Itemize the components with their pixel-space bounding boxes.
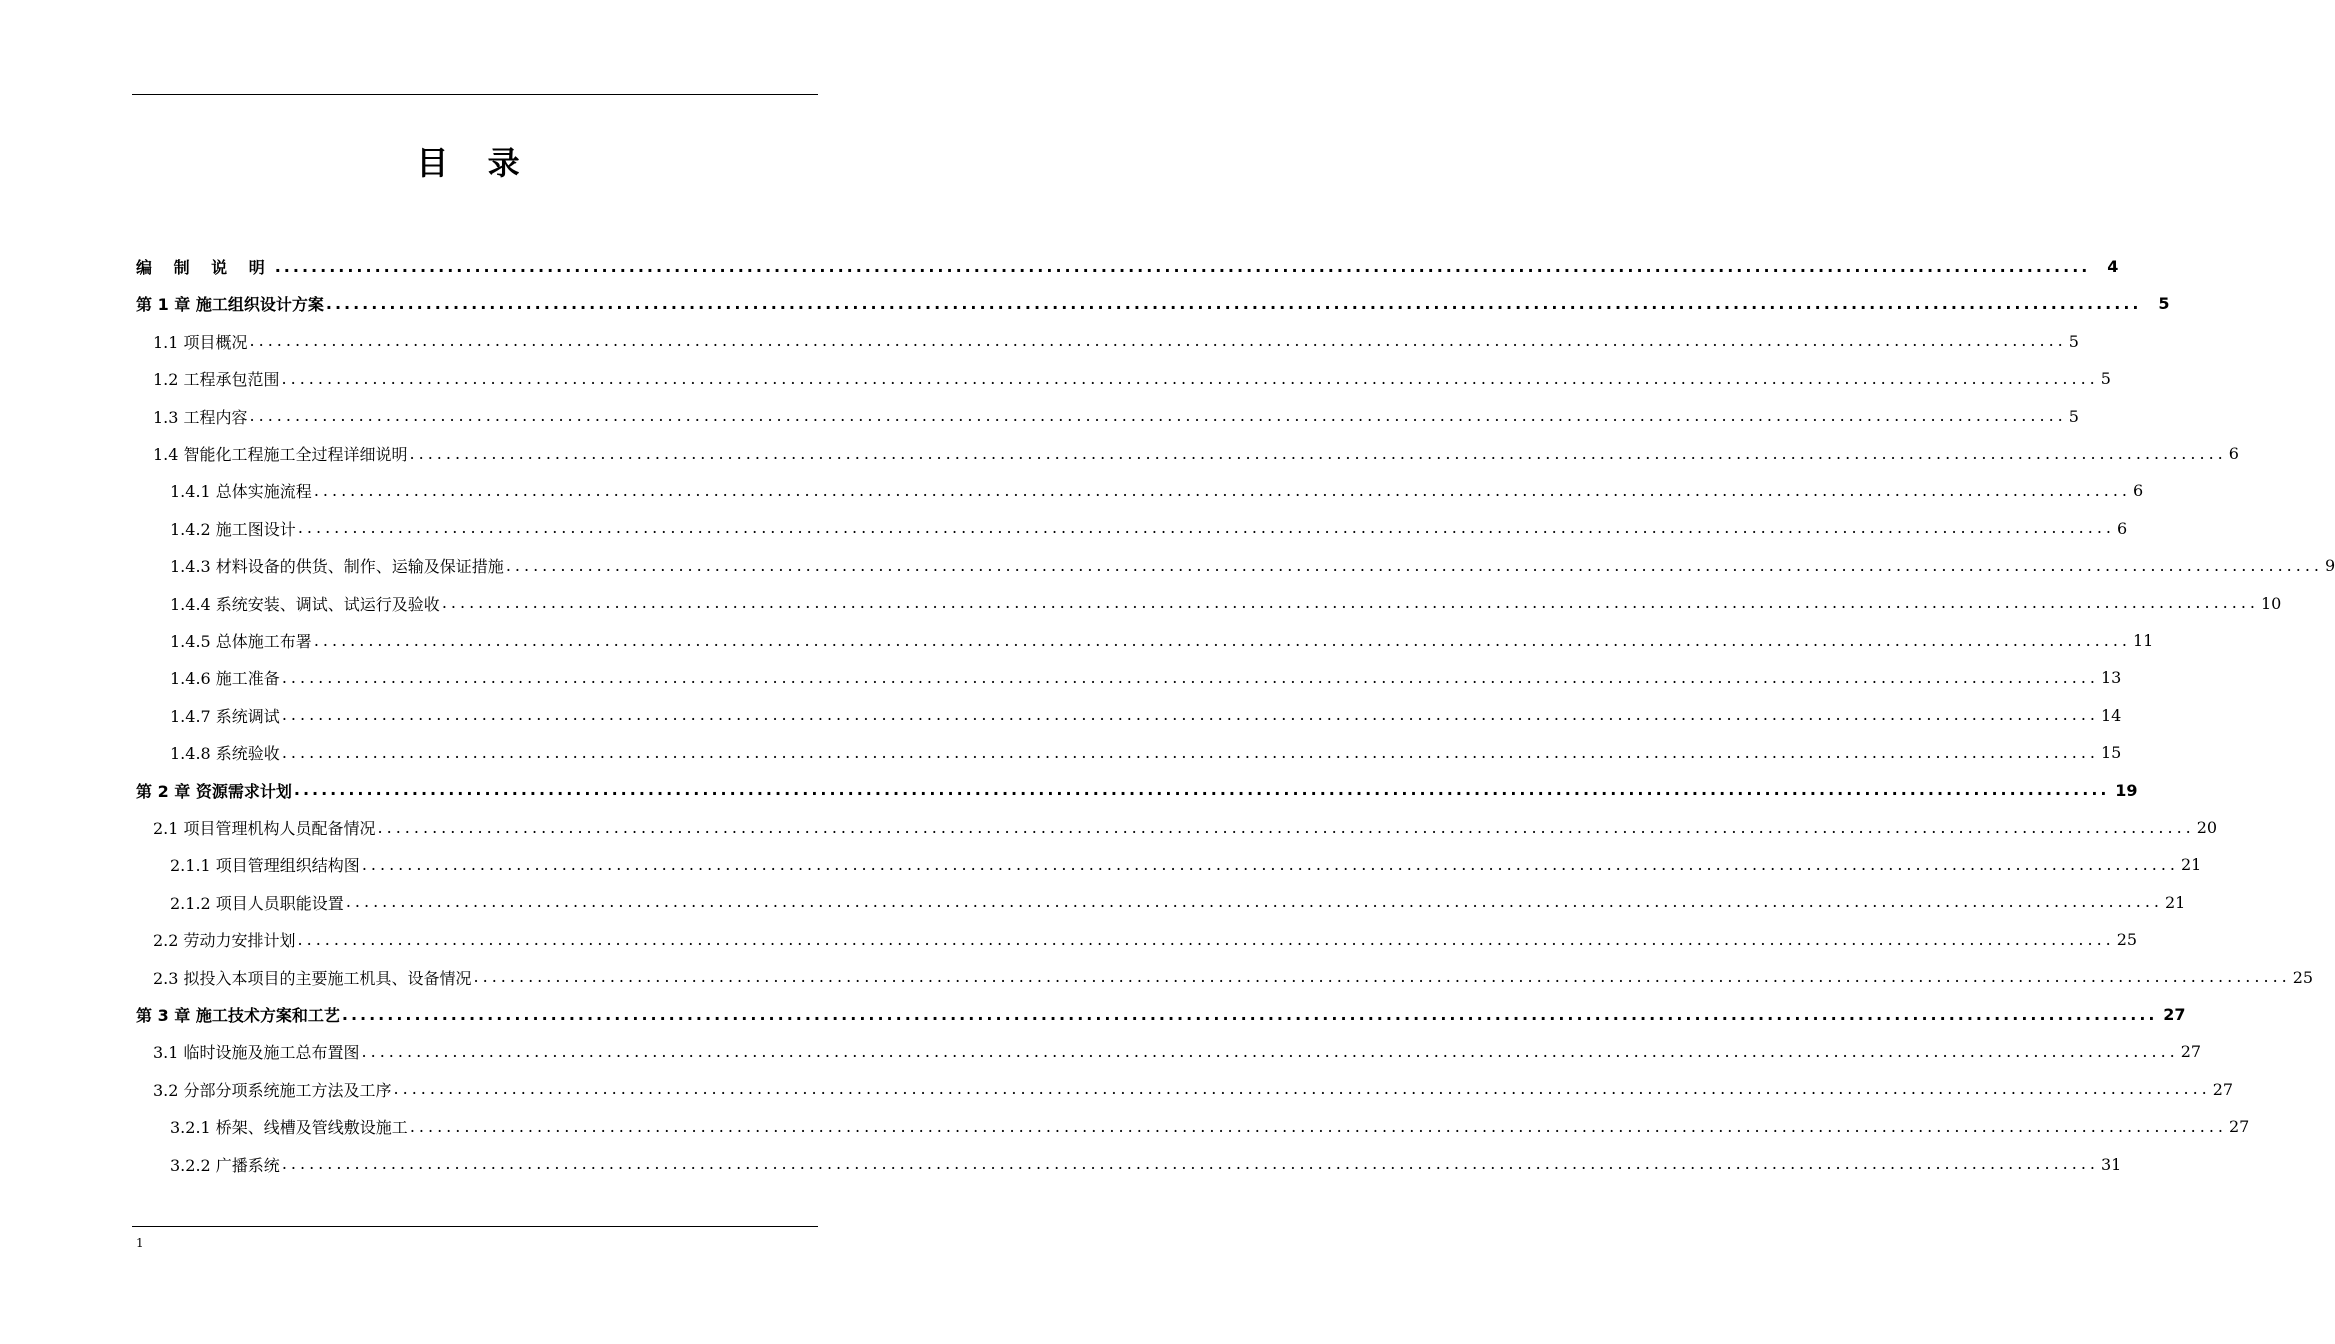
toc-entry-label: 2.1 项目管理机构人员配备情况 [153,819,376,838]
toc-dot-leader: ........................................................................................................................................................................................................ [341,1004,2158,1024]
toc-entry-label: 1.4.7 系统调试 [170,706,280,726]
header-rule [132,94,818,95]
toc-entry-label: 3.2.2 广播系统 [170,1155,280,1175]
toc-dot-leader: ........................................................................................................................................................................................................ [345,892,2163,912]
toc-dot-leader: ........................................................................................................................................................................................................ [505,555,2323,575]
toc-entry[interactable] [170,510,2128,547]
toc-entry-label: 编 制 说 明 [136,258,273,277]
toc-entry-page-number: 27 [2229,1117,2250,1137]
toc-entry-label: 2.1.1 项目管理组织结构图 [170,856,360,876]
toc-entry-page-number: 15 [2101,743,2122,763]
toc-entry-label: 1.4.2 施工图设计 [170,519,296,539]
footer-page-number: 1 [136,1236,144,1250]
toc-dot-leader: ........................................................................................................................................................................................................ [361,854,2179,874]
toc-dot-leader: ........................................................................................................................................................................................................ [249,406,2067,426]
toc-entry[interactable] [170,1146,2122,1183]
toc-entry[interactable] [136,248,2119,285]
toc-entry-page-number: 14 [2101,705,2122,725]
toc-dot-leader: ........................................................................................................................................................................................................ [297,518,2115,538]
toc-dot-leader: ........................................................................................................................................................................................................ [297,929,2115,949]
toc-entry[interactable] [153,323,2079,360]
toc-dot-leader: ........................................................................................................................................................................................................ [393,1079,2211,1099]
toc-dot-leader: ........................................................................................................................................................................................................ [409,443,2227,463]
toc-entry-label: 1.4.8 系统验收 [170,744,280,764]
toc-entry-page-number: 13 [2101,668,2122,688]
toc-entry-page-number: 4 [2107,257,2119,276]
toc-entry-page-number: 21 [2165,892,2186,912]
toc-entry-page-number: 25 [2292,967,2314,987]
toc-entry-page-number: 6 [2228,444,2239,463]
toc-entry-page-number: 6 [2133,481,2144,501]
toc-entry[interactable] [170,472,2144,509]
toc-entry-page-number: 5 [2100,369,2111,389]
toc-entry[interactable] [153,1071,2234,1108]
toc-entry-page-number: 10 [2261,593,2282,613]
footer-rule [132,1226,818,1227]
toc-entry-page-number: 19 [2115,780,2138,800]
toc-entry-label: 1.3 工程内容 [153,407,248,427]
toc-dot-leader: ........................................................................................................................................................................................................ [281,667,2099,687]
toc-dot-leader: ........................................................................................................................................................................................................ [325,293,2142,313]
toc-dot-leader: ........................................................................................................................................................................................................ [249,331,2067,351]
toc-dot-leader: ........................................................................................................................................................................................................ [281,368,2099,388]
toc-dot-leader: ........................................................................................................................................................................................................ [281,742,2099,762]
toc-entry[interactable] [170,585,2282,622]
toc-entry-page-number: 27 [2163,1005,2186,1024]
toc-entry-label: 1.1 项目概况 [153,332,248,352]
toc-dot-leader: ........................................................................................................................................................................................................ [274,256,2091,276]
toc-entry[interactable] [136,996,2186,1033]
toc-entry-page-number: 27 [2212,1079,2234,1099]
toc-entry-label: 2.3 拟投入本项目的主要施工机具、设备情况 [153,968,472,988]
toc-entry[interactable] [153,1033,2202,1070]
toc-entry-page-number: 20 [2196,818,2218,837]
toc-entry-label: 2.2 劳动力安排计划 [153,931,296,951]
toc-entry[interactable] [153,959,2314,996]
toc-entry-page-number: 27 [2180,1042,2202,1062]
toc-entry[interactable] [170,884,2186,921]
toc-entry-label: 1.4.6 施工准备 [170,669,280,689]
toc-entry-label: 第 2 章 资源需求计划 [136,781,292,801]
toc-entry[interactable] [153,435,2239,472]
toc-entry-page-number: 11 [2133,631,2154,650]
toc-entry[interactable] [170,734,2122,771]
toc-entry-page-number: 6 [2117,518,2128,538]
toc-entry-label: 1.4.5 总体施工布署 [170,632,312,651]
toc-entry[interactable] [153,921,2138,958]
toc-entry-label: 1.4.4 系统安装、调试、试运行及验收 [170,594,440,614]
toc-entry-label: 3.2.1 桥架、线槽及管线敷设施工 [170,1118,408,1138]
toc-dot-leader: ........................................................................................................................................................................................................ [409,1116,2227,1136]
toc-entry[interactable] [170,547,2335,584]
toc-entry[interactable] [153,398,2079,435]
toc-entry-label: 1.4.1 总体实施流程 [170,482,312,502]
toc-dot-leader: ........................................................................................................................................................................................................ [441,593,2259,613]
toc-entry-label: 1.2 工程承包范围 [153,370,280,390]
toc-entry[interactable] [170,697,2122,734]
toc-entry[interactable] [136,772,2138,809]
toc-dot-leader: ........................................................................................................................................................................................................ [361,1041,2179,1061]
toc-entry-label: 3.2 分部分项系统施工方法及工序 [153,1080,392,1100]
toc-entry[interactable] [136,285,2170,322]
toc-entry-page-number: 5 [2068,406,2079,426]
toc-entry-page-number: 21 [2181,855,2202,875]
toc-dot-leader: ........................................................................................................................................................................................................ [473,967,2291,987]
page-title: 目 录 [416,144,534,182]
toc-entry-label: 第 3 章 施工技术方案和工艺 [136,1006,340,1025]
toc-dot-leader: ........................................................................................................................................................................................................ [313,630,2131,650]
toc-entry[interactable] [153,809,2218,846]
toc-entry-page-number: 5 [2158,294,2170,314]
toc-entry-page-number: 25 [2116,930,2138,950]
toc-entry[interactable] [170,622,2154,659]
toc-dot-leader: ........................................................................................................................................................................................................ [281,1154,2099,1174]
toc-entry-page-number: 5 [2068,331,2079,351]
toc-dot-leader: ........................................................................................................................................................................................................ [293,780,2110,800]
toc-entry-label: 1.4 智能化工程施工全过程详细说明 [153,445,408,464]
toc-dot-leader: ........................................................................................................................................................................................................ [281,705,2099,725]
toc-entry-label: 2.1.2 项目人员职能设置 [170,893,344,913]
toc-entry[interactable] [153,360,2111,397]
toc-entry-label: 第 1 章 施工组织设计方案 [136,295,324,315]
toc-entry-page-number: 9 [2325,556,2335,576]
toc-entry-label: 3.1 临时设施及施工总布置图 [153,1043,360,1063]
toc-dot-leader: ........................................................................................................................................................................................................ [313,480,2131,500]
toc-entry[interactable] [170,1108,2250,1145]
toc-entry-page-number: 31 [2101,1154,2122,1174]
toc-entry-label: 1.4.3 材料设备的供货、制作、运输及保证措施 [170,557,504,577]
toc-entry[interactable] [170,659,2122,696]
toc-entry[interactable] [170,846,2202,883]
toc-dot-leader: ........................................................................................................................................................................................................ [377,817,2195,837]
